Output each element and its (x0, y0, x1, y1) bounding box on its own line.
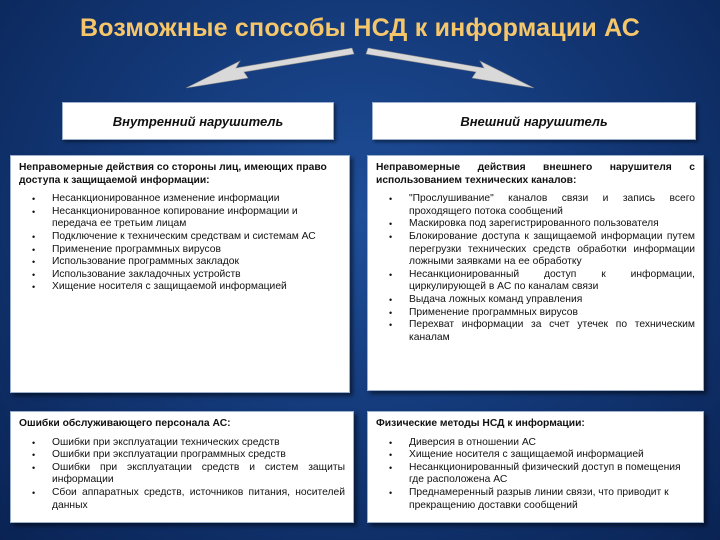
list-item: • Маскировка под зарегистрированного пользователя (376, 218, 695, 231)
list-item: • Несанкционированный доступ к информации, циркулирующей в АС по каналам связи (376, 269, 695, 294)
list-item: • "Прослушивание" каналов связи и запись всего проходящего потока сообщений (376, 193, 695, 218)
left-arrow-icon (186, 48, 354, 88)
list-item: • Использование программных закладок (19, 256, 341, 269)
list-item: • Диверсия в отношении АС (376, 437, 695, 450)
right-arrow-icon (366, 48, 534, 88)
internal-actions-box (10, 155, 350, 393)
external-actions-box (367, 155, 704, 391)
external-actions-lead: Неправомерные действия внешнего нарушителя с использованием технических каналов: (376, 162, 695, 186)
list-item: • Ошибки при эксплуатации средств и систем защиты информации (19, 462, 345, 487)
list-item: • Применение программных вирусов (19, 244, 341, 257)
list-item: • Сбои аппаратных средств, источников питания, носителей данных (19, 487, 345, 512)
list-item: • Перехват информации за счет утечек по техническим каналам (376, 319, 695, 344)
list-item: • Выдача ложных команд управления (376, 294, 695, 307)
internal-actions-lead: Неправомерные действия со стороны лиц, имеющих право доступа к защищаемой информации: (19, 162, 327, 186)
list-item: • Использование закладочных устройств (19, 269, 341, 282)
list-item: • Несанкционированное изменение информации (19, 193, 341, 206)
physical-methods-list (376, 437, 695, 513)
page-title: Возможные способы НСД к информации АС (79, 14, 640, 42)
list-item: • Несанкционированный физический доступ в помещения где расположена АС (376, 462, 695, 487)
list-item: • Хищение носителя с защищаемой информацией (19, 281, 341, 294)
list-item: • Хищение носителя с защищаемой информацией (376, 449, 695, 462)
staff-errors-lead: Ошибки обслуживающего персонала АС: (19, 418, 231, 429)
physical-methods-lead: Физические методы НСД к информации: (376, 418, 585, 429)
staff-errors-box (10, 411, 354, 523)
list-item: • Подключение к техническим средствам и системам АС (19, 231, 341, 244)
list-item: • Несанкционированное копирование информации и передача ее третьим лицам (19, 206, 341, 231)
physical-methods-box (367, 411, 704, 523)
staff-errors-list (19, 437, 345, 513)
external-violator-header: Внешний нарушитель (372, 102, 696, 140)
internal-violator-header: Внутренний нарушитель (62, 102, 334, 140)
list-item: • Преднамеренный разрыв линии связи, что приводит к прекращению доставки сообщений (376, 487, 695, 512)
list-item: • Блокирование доступа к защищаемой информации путем перегрузки технических средств обработки информации ложными заявками на ее обработку (376, 231, 695, 269)
internal-actions-list (19, 193, 341, 294)
list-item: • Применение программных вирусов (376, 307, 695, 320)
branch-arrows (0, 40, 720, 100)
list-item: • Ошибки при эксплуатации технических средств (19, 437, 345, 450)
external-actions-list (376, 193, 695, 344)
list-item: • Ошибки при эксплуатации программных средств (19, 449, 345, 462)
